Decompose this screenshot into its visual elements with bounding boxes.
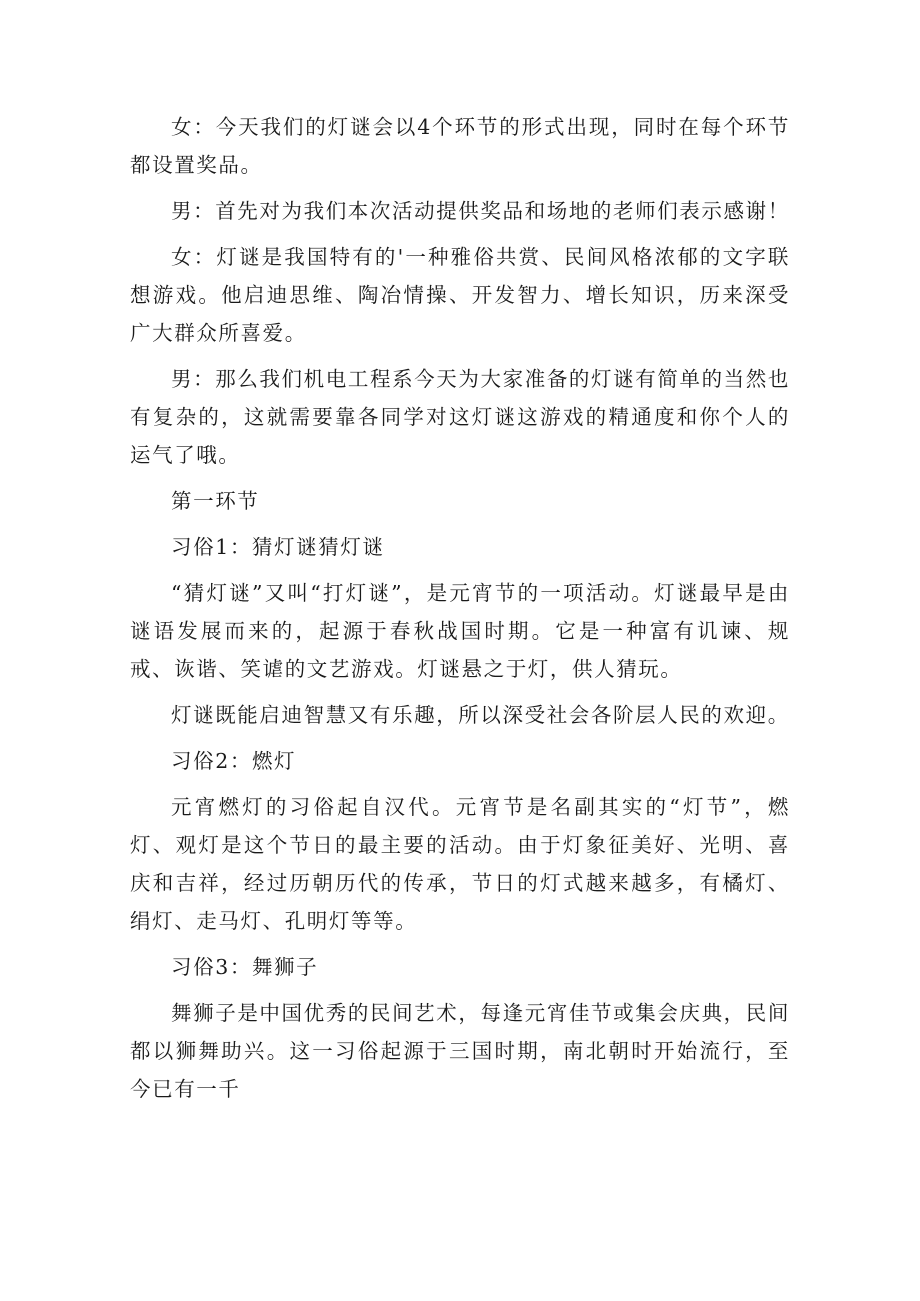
paragraph-intro-female: 女：今天我们的灯谜会以4个环节的形式出现，同时在每个环节都设置奖品。 [130, 115, 790, 177]
paragraph-guess-riddles: “猜灯谜”又叫“打灯谜”，是元宵节的一项活动。灯谜最早是由谜语发展而来的，起源于春秋战国时期。它是一种富有讥谏、规戒、诙谐、笑谑的文艺游戏。灯谜悬之于灯，供人猜玩。 [130, 581, 790, 681]
paragraph-thanks-male: 男：首先对为我们本次活动提供奖品和场地的老师们表示感谢！ [171, 199, 790, 223]
paragraph-riddle-popularity: 灯谜既能启迪智慧又有乐趣，所以深受社会各阶层人民的欢迎。 [171, 703, 790, 727]
paragraph-lighting-lanterns: 元宵燃灯的习俗起自汉代。元宵节是名副其实的“灯节”，燃灯、观灯是这个节日的最主要的活动。由于灯象征美好、光明、喜庆和吉祥，经过历朝历代的传承，节日的灯式越来越多，有橘灯、绢灯、走马灯、孔明灯等等。 [130, 795, 790, 933]
section-heading-round-one: 第一环节 [171, 489, 260, 513]
document-body [130, 108, 790, 1116]
paragraph-department-male: 男：那么我们机电工程系今天为大家准备的灯谜有简单的当然也有复杂的，这就需要靠各同学对这灯谜这游戏的精通度和你个人的运气了哦。 [130, 367, 790, 467]
paragraph-lion-dance: 舞狮子是中国优秀的民间艺术，每逢元宵佳节或集会庆典，民间都以狮舞助兴。这一习俗起源于三国时期，南北朝时开始流行，至今已有一千 [130, 1001, 790, 1101]
paragraph-lantern-riddle-female: 女：灯谜是我国特有的'一种雅俗共赏、民间风格浓郁的文字联想游戏。他启迪思维、陶冶情操、开发智力、增长知识，历来深受广大群众所喜爱。 [130, 245, 790, 345]
custom-heading-3: 习俗3：舞狮子 [171, 955, 319, 979]
custom-heading-2: 习俗2：燃灯 [171, 749, 297, 773]
custom-heading-1: 习俗1：猜灯谜猜灯谜 [171, 535, 385, 559]
